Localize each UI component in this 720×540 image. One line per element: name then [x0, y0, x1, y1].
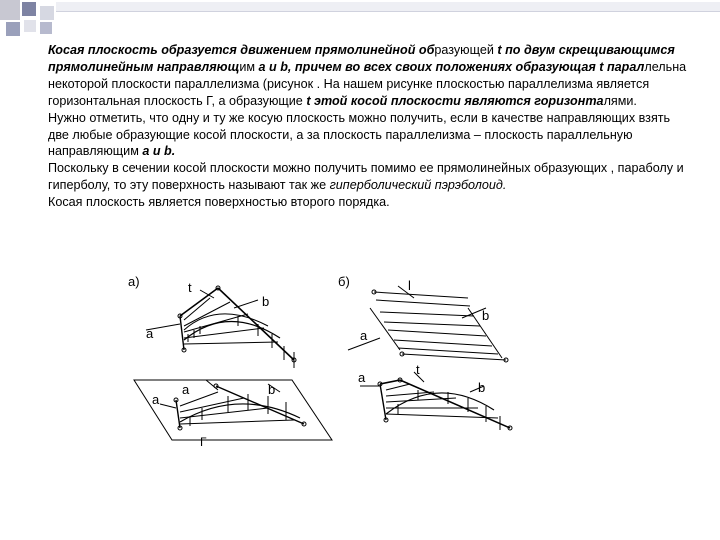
- body-text: [48, 42, 688, 211]
- paragraph-4: Косая плоскость является поверхностью второго порядка.: [48, 195, 390, 210]
- letter-a-a: a: [146, 326, 154, 341]
- letter-a-b2: a: [358, 370, 366, 385]
- text-span: Нужно отметить, что одну и ту же косую плоскость можно получить, если в качестве направляющих взять две любые образующие косой плоскости, а за плоскость параллелизма – плоскость параллельную направляющим: [48, 110, 671, 159]
- text-span: а и b.: [142, 144, 176, 159]
- label-b: б): [338, 274, 350, 289]
- deco-square: [0, 0, 20, 20]
- text-span: лельна некоторой плоскости параллелизма (рисунок . На нашем рисунке плоскостью параллелизма является горизонтальная плоскость Г, а образующие: [48, 59, 687, 108]
- deco-square: [6, 22, 20, 36]
- deco-square: [40, 22, 52, 34]
- text-span: им: [239, 59, 259, 74]
- text-span: Поскольку в сечении косой плоскости можно получить помимо ее прямолинейных образующих , параболу и гиперболу, то эту поверхность называют так же: [48, 161, 684, 193]
- letter-b-a: b: [262, 294, 270, 309]
- panel-a-bottom: [134, 380, 332, 440]
- letter-l-b: l: [408, 278, 411, 293]
- text-span: разующей: [434, 43, 498, 57]
- letter-a-b: a: [360, 328, 368, 343]
- panel-b-bottom: [360, 372, 512, 430]
- paragraph-1: [48, 42, 688, 110]
- text-span: t по двум скрещивающимся прямолинейным направляющ: [48, 43, 675, 74]
- paragraph-3: [48, 160, 688, 194]
- letter-t-b2: t: [416, 362, 420, 377]
- label-a: а): [128, 274, 140, 289]
- letter-a-a3: a: [182, 382, 190, 397]
- letter-gamma: Г: [200, 435, 207, 449]
- text-span: лями.: [603, 93, 637, 108]
- deco-bar: [56, 2, 720, 11]
- text-span: а и b, причем во всех своих положениях образующая t парал: [258, 59, 645, 74]
- text-span: t этой косой плоскости являются горизонта: [306, 93, 604, 108]
- panel-b-top: [348, 286, 508, 362]
- paragraph-2: [48, 110, 688, 161]
- deco-square: [40, 6, 54, 20]
- panel-a-top: [146, 286, 296, 368]
- letter-b-a2: b: [268, 382, 276, 397]
- deco-square: [22, 2, 36, 16]
- figure-hyperbolic-paraboloid: [118, 268, 578, 458]
- decorative-header: [0, 0, 720, 40]
- letter-b-b: b: [482, 308, 490, 323]
- deco-square: [24, 20, 36, 32]
- text-span: Косая плоскость образуется движением прямолинейной об: [48, 43, 435, 57]
- letter-t-a: t: [188, 280, 192, 295]
- letter-a-a2: a: [152, 392, 160, 407]
- letter-b-b2: b: [478, 380, 486, 395]
- text-span: гиперболический пэрэболоид.: [329, 178, 507, 193]
